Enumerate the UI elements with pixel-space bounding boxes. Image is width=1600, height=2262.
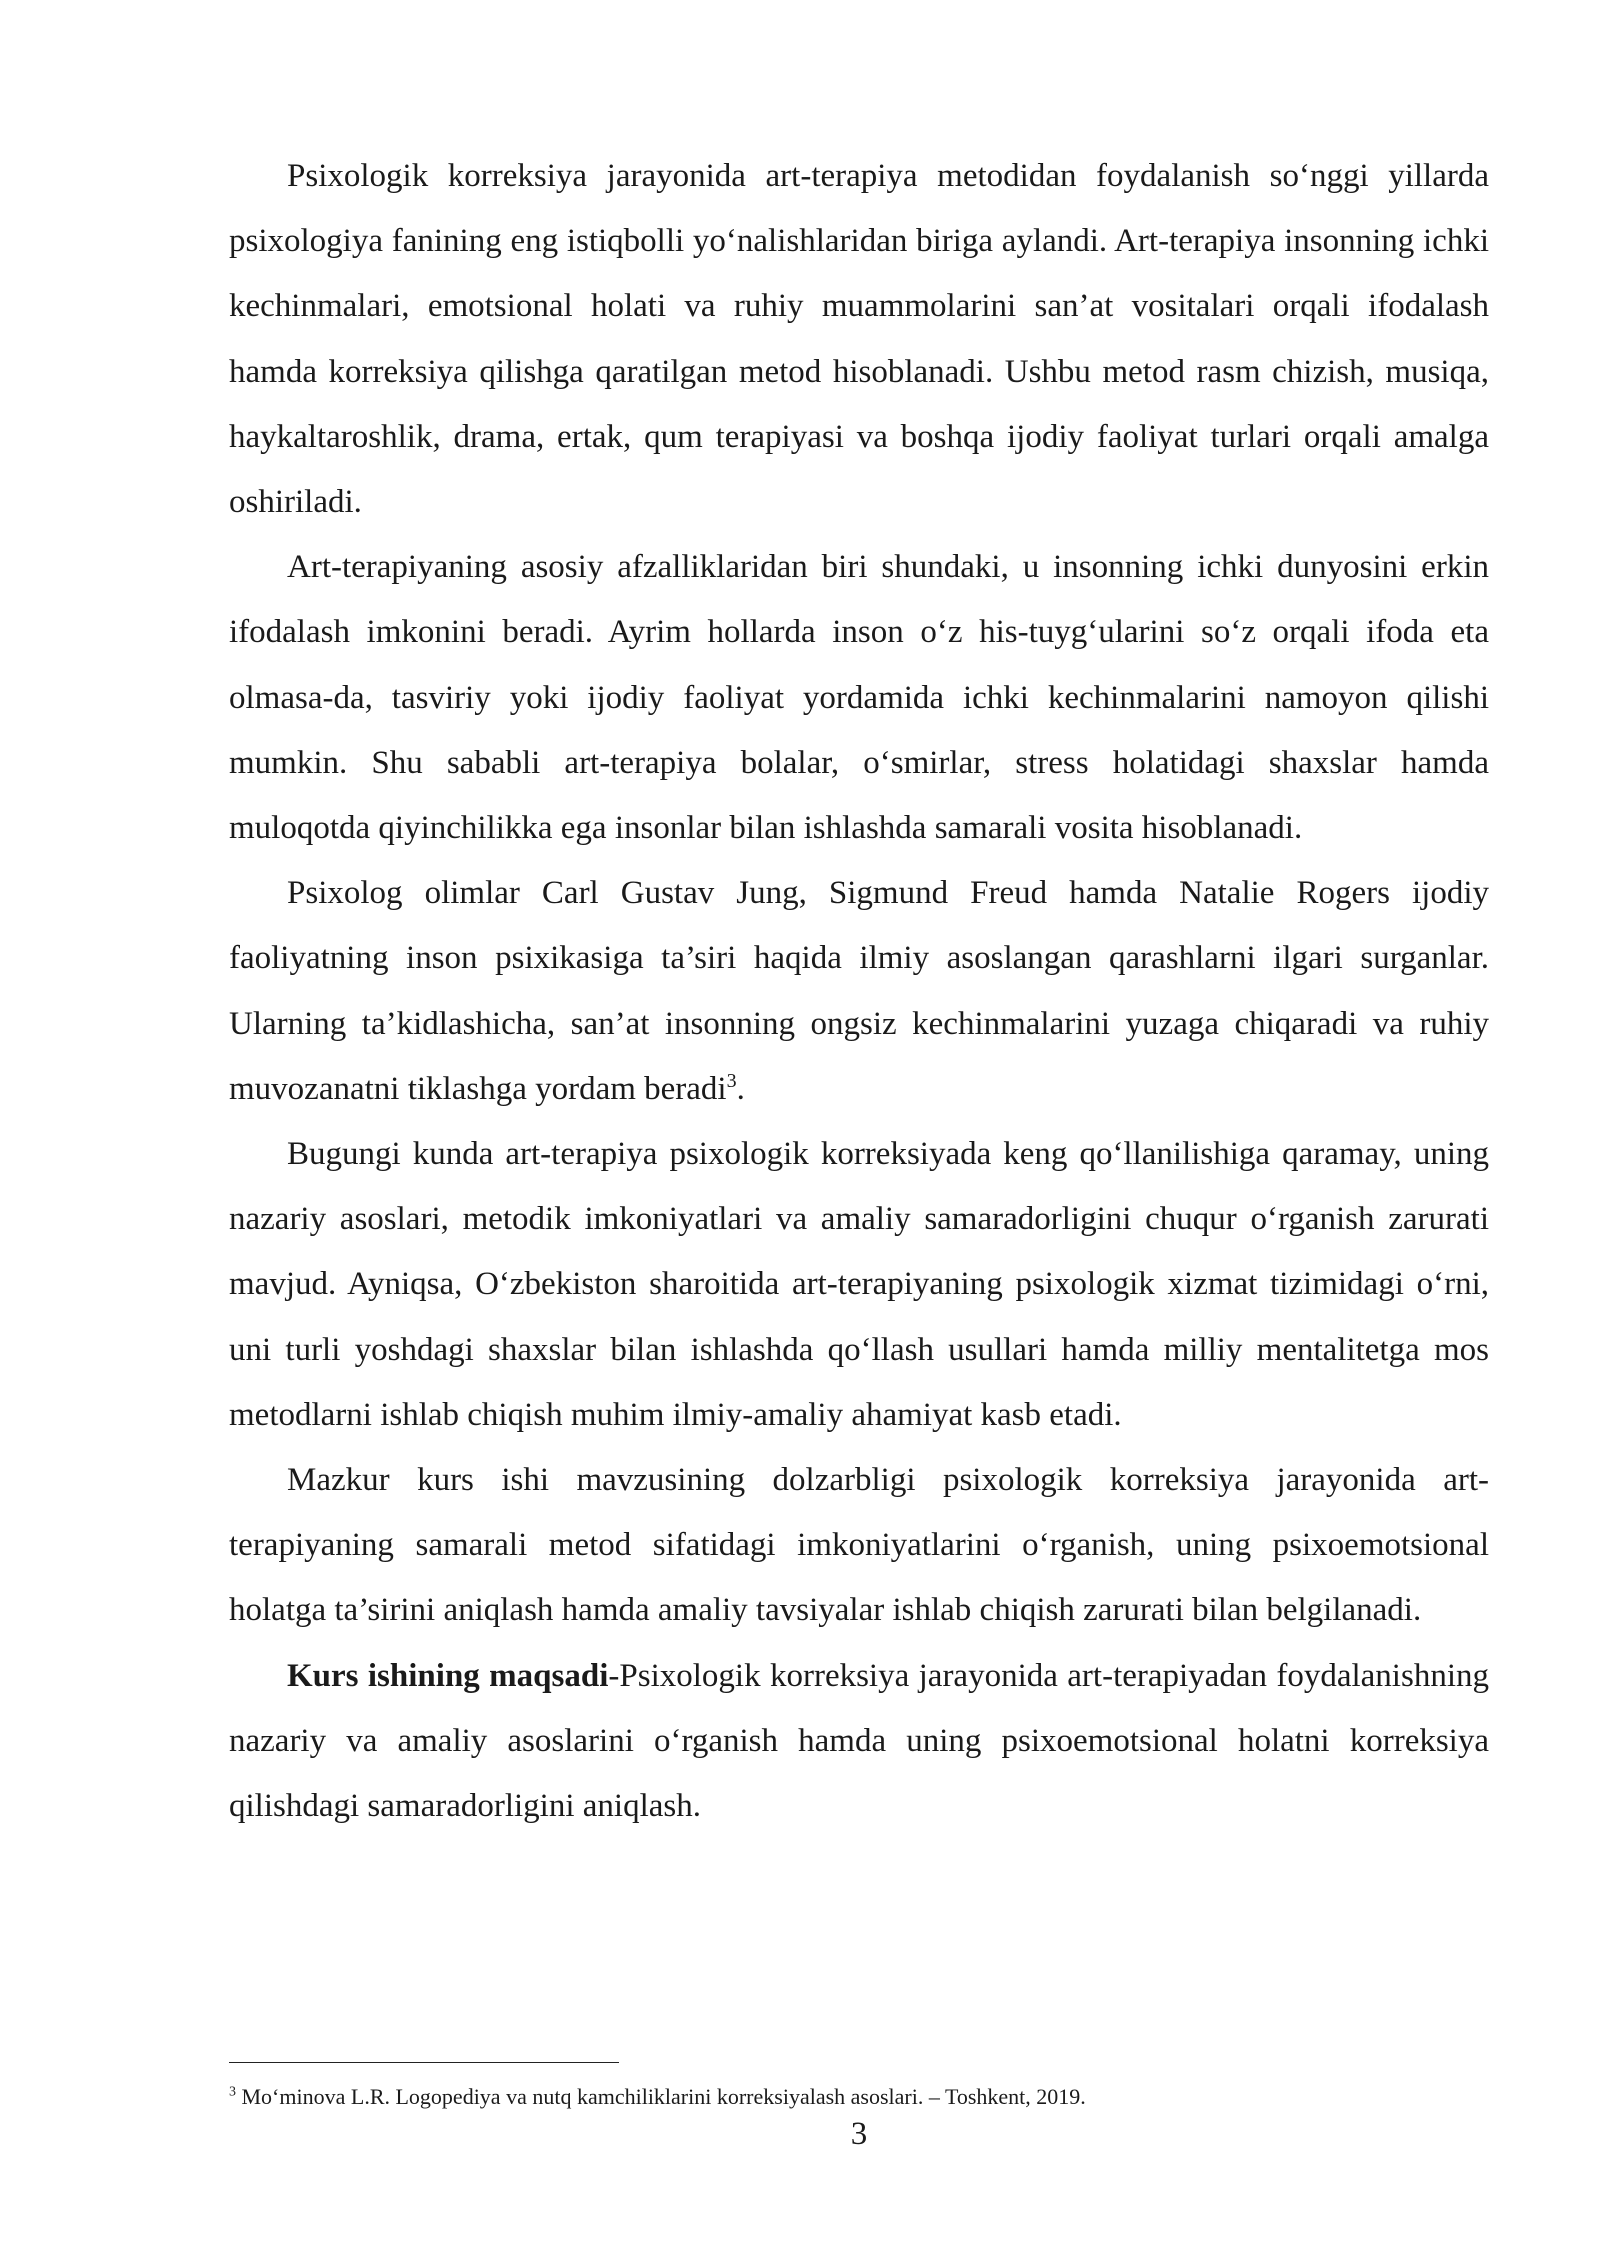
paragraph-6-text: -Psixologik korreksiya jarayonida art-terapiyadan foydalanishning nazariy va amaliy asoslarini o‘rganish hamda uning psixoemotsional holatni korreksiya qilishdagi samaradorligini aniqlash. [229,1657,1489,1825]
paragraph-3 [229,861,1489,1122]
body-text [229,144,1489,1839]
footnote [229,2082,1489,2112]
paragraph-6-bold-lead: Kurs ishining maqsadi [287,1657,609,1694]
paragraph-1: Psixologik korreksiya jarayonida art-terapiya metodidan foydalanish so‘nggi yillarda psixologiya fanining eng istiqbolli yo‘nalishlaridan biriga aylandi. Art-terapiya insonning ichki kechinmalari, emotsional holati va ruhiy muammolarini san’at vositalari orqali ifodalash hamda korreksiya qilishga qaratilgan metod hisoblanadi. Ushbu metod rasm chizish, musiqa, haykaltaroshlik, drama, ertak, qum terapiyasi va boshqa ijodiy faoliyat turlari orqali amalga oshiriladi. [229,158,1489,521]
footnote-marker: 3 [229,2084,236,2100]
footnote-reference[interactable]: 3 [726,1069,737,1092]
paragraph-5: Mazkur kurs ishi mavzusining dolzarbligi psixologik korreksiya jarayonida art-terapiyaning samarali metod sifatidagi imkoniyatlarini o‘rganish, uning psixoemotsional holatga ta’sirini aniqlash hamda amaliy tavsiyalar ishlab chiqish zarurati bilan belgilanadi. [229,1462,1489,1629]
page-number: 3 [850,2116,868,2152]
footnote-separator [229,2062,619,2063]
footnote-text: Mo‘minova L.R. Logopediya va nutq kamchiliklarini korreksiyalash asoslari. – Toshkent, 2019. [236,2084,1086,2109]
paragraph-6 [229,1644,1489,1840]
paragraph-4: Bugungi kunda art-terapiya psixologik korreksiyada keng qo‘llanilishiga qaramay, uning nazariy asoslari, metodik imkoniyatlari va amaliy samaradorligini chuqur o‘rganish zarurati mavjud. Ayniqsa, O‘zbekiston sharoitida art-terapiyaning psixologik xizmat tizimidagi o‘rni, uni turli yoshdagi shaxslar bilan ishlashda qo‘llash usullari hamda milliy mentalitetga mos metodlarni ishlab chiqish muhim ilmiy-amaliy ahamiyat kasb etadi. [229,1136,1489,1433]
paragraph-2: Art-terapiyaning asosiy afzalliklaridan biri shundaki, u insonning ichki dunyosini erkin ifodalash imkonini beradi. Ayrim hollarda inson o‘z his-tuyg‘ularini so‘z orqali ifoda eta olmasa-da, tasviriy yoki ijodiy faoliyat yordamida ichki kechinmalarini namoyon qilishi mumkin. Shu sababli art-terapiya bolalar, o‘smirlar, stress holatidagi shaxslar hamda muloqotda qiyinchilikka ega insonlar bilan ishlashda samarali vosita hisoblanadi. [229,549,1489,847]
paragraph-3-text: Psixolog olimlar Carl Gustav Jung, Sigmund Freud hamda Natalie Rogers ijodiy faoliyatning inson psixikasiga ta’siri haqida ilmiy asoslangan qarashlarni ilgari surganlar. Ularning ta’kidlashicha, san’at insonning ongsiz kechinmalarini yuzaga chiqaradi va ruhiy muvozanatni tiklashga yordam beradi [229,875,1489,1107]
paragraph-3-end: . [736,1070,745,1107]
